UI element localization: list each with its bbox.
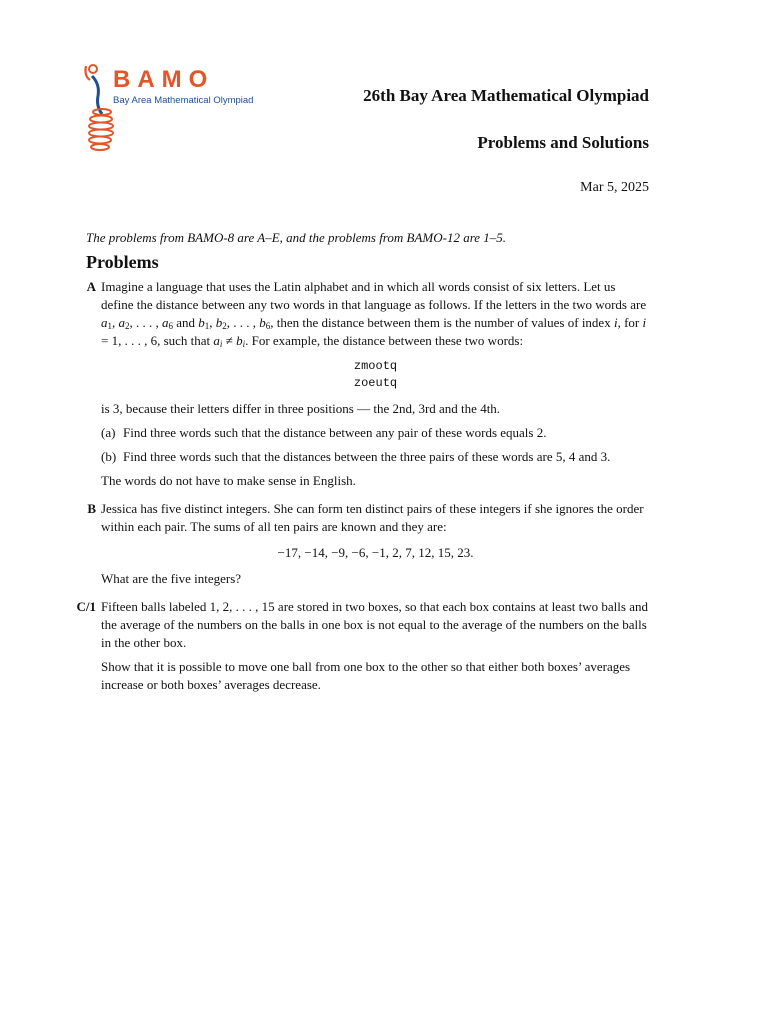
document-title: 26th Bay Area Mathematical Olympiad [363,86,649,105]
intro-note: The problems from BAMO-8 are A–E, and the problems from BAMO-12 are 1–5. [86,230,507,245]
problem-b-question: What are the five integers? [101,571,242,586]
subproblem-text: Find three words such that the distance between any pair of these words equals 2. [123,425,547,440]
example-word: zmootq [353,359,398,373]
logo-tagline: Bay Area Mathematical Olympiad [113,95,254,106]
example-word: zoeutq [353,376,398,390]
problem-b-statement: Jessica has five distinct integers. She can form ten distinct pairs of these integers if she ignores the order within each pair. The sums of all ten pairs are known and they are: [101,501,644,534]
example-words [101,358,650,392]
problem-label: C/1 [76,599,96,614]
document-date: Mar 5, 2025 [580,180,649,195]
statement-text: are stored in two boxes, so that each box contains at least two balls and the average of the numbers on the balls in one box is not equal to the average of the numbers on the balls in the other box. [101,599,648,650]
problem-label: B [87,501,96,516]
problem-b [87,500,650,588]
document-subtitle: Problems and Solutions [477,133,649,152]
problem-label: A [86,279,96,294]
bamo-logo [80,62,270,158]
problem-a-note: The words do not have to make sense in English. [101,473,356,488]
problem-a [86,278,650,490]
section-heading: Problems [86,252,159,272]
statement-text: , such that [157,333,214,348]
subproblem-a [101,424,650,442]
logo-wordmark: BAMO [113,66,215,93]
subproblem-text: Find three words such that the distances between the three pairs of these words are 5, 4 and 3. [123,449,611,464]
statement-text: Fifteen balls labeled [101,599,210,614]
problem-list [0,278,768,694]
statement-text: Imagine a language that uses the Latin alphabet and in which all words consist of six letters. Let us define the distance between any two words in that language as follows. If the letters in the two words are [101,279,647,312]
subproblem-b [101,448,650,466]
problem-c1-statement [101,598,650,652]
ball-range: 1, 2, . . . , 15 [209,599,275,614]
statement-text: , for [617,315,643,330]
subproblem-label: (b) [101,449,117,464]
problem-a-explanation: is 3, because their letters differ in three positions — the 2nd, 3rd and the 4th. [101,401,501,416]
statement-text: , then the distance between them is the number of values of index [270,315,614,330]
problem-c1 [76,598,650,694]
pair-sums: −17, −14, −9, −6, −1, 2, 7, 12, 15, 23. [277,545,474,560]
problem-c1-task: Show that it is possible to move one ball from one box to the other so that either both boxes’ averages increase or both boxes’ averages decrease. [101,659,631,692]
subproblem-label: (a) [101,425,116,440]
problem-a-statement: Imagine a language that uses the Latin alphabet and in which all words consist of six letters. Let us define the distance between any two words in that language as follows. If the letters in the two words are $a_1$, $a_2$, . . . , $a_6$ and $b_1$, $b_2$, . . . , $b_6$, then the distance between them is the number of values of index i, for i = 1, . . . , 6, such that $a_i \ne b_i$. For example, the distance between these two words: [101,279,647,349]
statement-text: . For example, the distance between these two words: [245,333,524,348]
statement-text: and [173,315,199,330]
